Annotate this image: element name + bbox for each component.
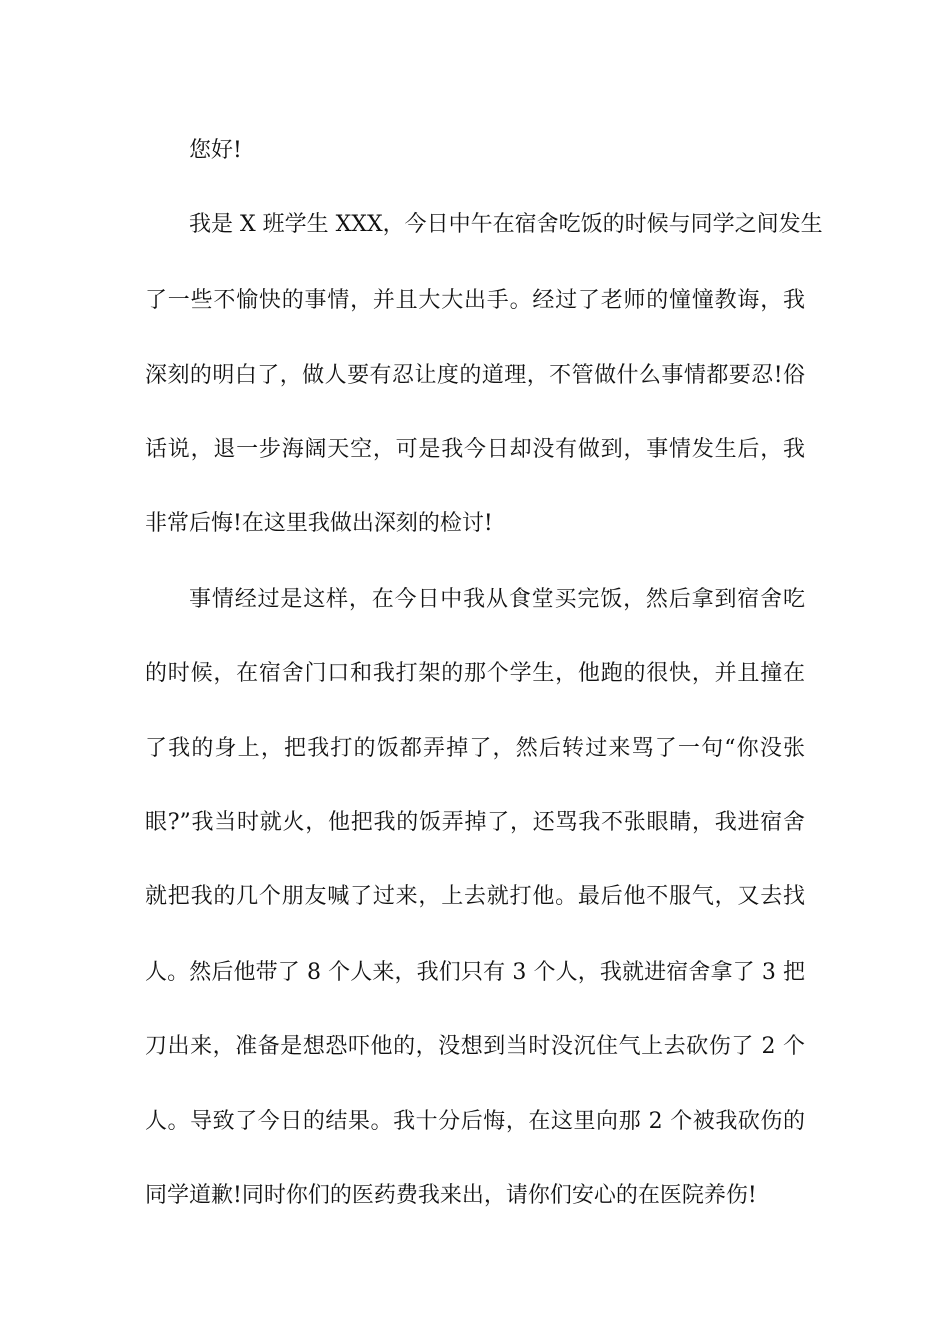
paragraph-2-line-2: 的时候，在宿舍门口和我打架的那个学生，他跑的很快，并且撞在	[145, 661, 805, 686]
paragraph-1-line-3: 深刻的明白了，做人要有忍让度的道理，不管做什么事情都要忍!俗	[145, 363, 805, 388]
paragraph-1-line-2: 了一些不愉快的事情，并且大大出手。经过了老师的憧憧教诲，我	[145, 288, 805, 313]
paragraph-2-line-8: 人。导致了今日的结果。我十分后悔，在这里向那 2 个被我砍伤的	[145, 1109, 805, 1134]
greeting-line: 您好!	[189, 138, 242, 163]
paragraph-2-line-7: 刀出来，准备是想恐吓他的，没想到当时没沉住气上去砍伤了 2 个	[145, 1034, 805, 1059]
paragraph-2-line-4: 眼?”我当时就火，他把我的饭弄掉了，还骂我不张眼睛，我进宿舍	[145, 810, 805, 835]
paragraph-1-line-4: 话说，退一步海阔天空，可是我今日却没有做到，事情发生后，我	[145, 437, 805, 462]
paragraph-2-line-5: 就把我的几个朋友喊了过来，上去就打他。最后他不服气，又去找	[145, 884, 805, 909]
paragraph-2-line-1: 事情经过是这样，在今日中我从食堂买完饭，然后拿到宿舍吃	[189, 587, 805, 612]
paragraph-2-line-6: 人。然后他带了 8 个人来，我们只有 3 个人，我就进宿舍拿了 3 把	[145, 960, 805, 985]
paragraph-2-line-3: 了我的身上，把我打的饭都弄掉了，然后转过来骂了一句“你没张	[145, 736, 805, 761]
paragraph-1-line-1: 我是 X 班学生 XXX，今日中午在宿舍吃饭的时候与同学之间发生	[189, 212, 823, 237]
paragraph-1-line-5: 非常后悔!在这里我做出深刻的检讨!	[145, 511, 493, 536]
paragraph-2-line-9: 同学道歉!同时你们的医药费我来出，请你们安心的在医院养伤!	[145, 1183, 757, 1208]
